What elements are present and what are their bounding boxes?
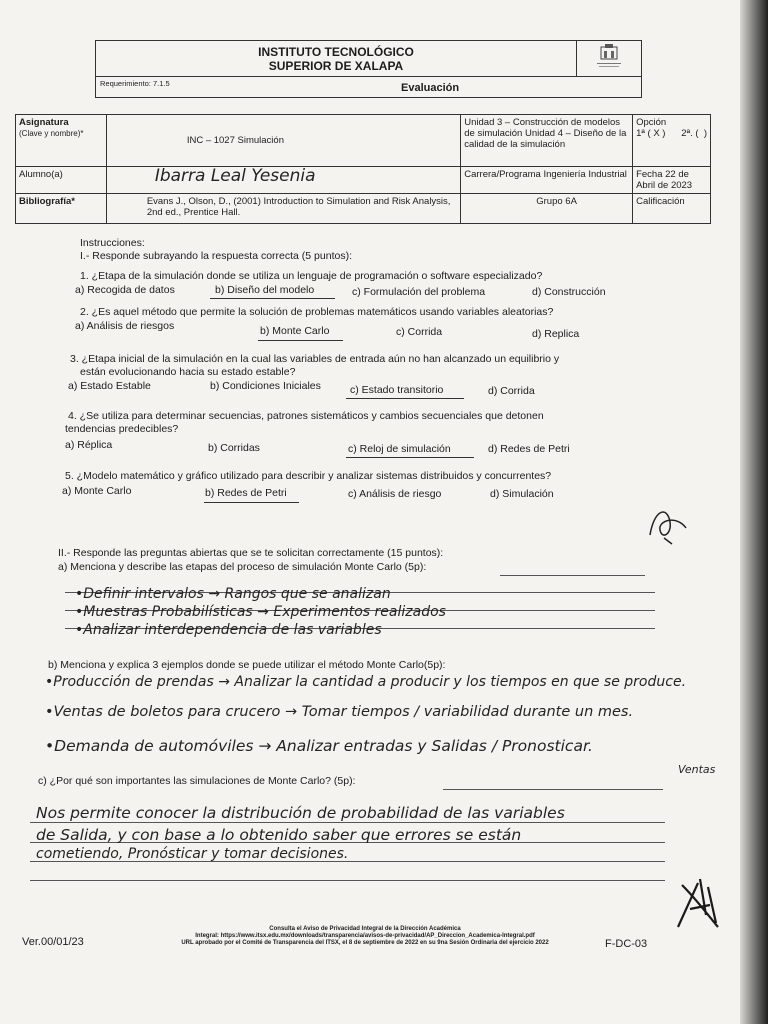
q2-option-a: a) Análisis de riesgos [75, 320, 175, 332]
q5-option-c: c) Análisis de riesgo [348, 488, 442, 500]
group-cell: Grupo 6A [461, 194, 633, 224]
answer-a-line-3: •Analizar interdependencia de las variables [75, 622, 382, 638]
bibliography-label-cell [16, 194, 107, 224]
institution-name [96, 45, 576, 73]
title-text: Evaluación [401, 82, 460, 94]
q3-underline [346, 398, 464, 399]
bibliography-label: Bibliografía* [19, 196, 75, 207]
question-4-line-1: 4. ¿Se utiliza para determinar secuencias, patrones sistemáticos y cambios secuenciales que detonen [68, 410, 544, 422]
question-2: 2. ¿Es aquel método que permite la solución de problemas matemáticos usando variables aleatorias? [80, 306, 554, 318]
question-1: 1. ¿Etapa de la simulación donde se utiliza un lenguaje de programación o software especializado? [80, 270, 543, 282]
answer-a-line-2: •Muestras Probabilísticas → Experimentos realizados [75, 604, 446, 620]
q2-underline [258, 340, 343, 341]
answer-line [30, 822, 665, 823]
student-label: Alumno(a) [16, 167, 107, 194]
answer-b-line-1: •Producción de prendas → Analizar la cantidad a producir y los tiempos en que se produce. [45, 674, 687, 690]
q4-option-c: c) Reloj de simulación [348, 443, 451, 455]
q4-option-b: b) Corridas [208, 442, 260, 454]
q1-option-d: d) Construcción [532, 286, 606, 298]
open-question-a: a) Menciona y describe las etapas del proceso de simulación Monte Carlo (5p): [58, 561, 427, 573]
answer-b-line-2: •Ventas de boletos para crucero → Tomar tiempos / variabilidad durante un mes. [45, 704, 634, 720]
q1-option-a: a) Recogida de datos [75, 284, 175, 296]
page-edge-shadow [740, 0, 768, 1024]
footer-line-1: Consulta el Aviso de Privacidad Integral de la Dirección Académica [269, 926, 461, 932]
answer-line [30, 880, 665, 881]
footer-privacy-link[interactable]: Integral: https://www.itsx.edu.mx/downloads/transparencia/avisos-de-privacidad/AP_Direccion_Academica-Integral.pdf [195, 933, 535, 939]
option-cell [633, 115, 711, 167]
open-question-b: b) Menciona y explica 3 ejemplos donde se puede utilizar el método Monte Carlo(5p): [48, 659, 446, 671]
instructions-title: Instrucciones: [80, 237, 145, 249]
option-label: Opción [636, 117, 667, 128]
institution-line-2: SUPERIOR DE XALAPA [268, 59, 404, 73]
answer-line [500, 575, 645, 576]
subject-sublabel: (Clave y nombre)* [19, 129, 84, 138]
q4-option-d: d) Redes de Petri [488, 443, 570, 455]
student-signature [670, 875, 730, 935]
answer-b-line-3: •Demanda de automóviles → Analizar entradas y Salidas / Pronosticar. [45, 737, 593, 755]
question-4-line-2: tendencias predecibles? [65, 423, 179, 435]
student-name-cell [106, 167, 460, 194]
q4-option-a: a) Réplica [65, 439, 113, 451]
grade-cell: Calificación [633, 194, 711, 224]
answer-c-line-3: cometiendo, Pronósticar y tomar decisiones. [36, 846, 349, 862]
answer-line [443, 789, 663, 790]
q3-option-b: b) Condiciones Iniciales [210, 380, 321, 392]
open-question-c: c) ¿Por qué son importantes las simulaciones de Monte Carlo? (5p): [38, 775, 356, 787]
subject-label-cell [16, 115, 107, 167]
institution-logo [576, 41, 641, 76]
question-3-line-2: están evolucionando hacia su estado estable? [80, 366, 296, 378]
answer-c-line-1: Nos permite conocer la distribución de probabilidad de las variables [36, 804, 565, 822]
q5-option-b: b) Redes de Petri [205, 487, 287, 499]
answer-a-line-1: •Definir intervalos → Rangos que se analizan [75, 586, 391, 602]
document-header [95, 40, 642, 98]
version-label: Ver.00/01/23 [22, 936, 84, 948]
subject-value: INC – 1027 Simulación [106, 115, 460, 167]
answer-b-extra: Ventas [678, 763, 716, 776]
q2-option-c: c) Corrida [396, 326, 443, 338]
q4-underline [346, 457, 474, 458]
document-title [356, 76, 641, 96]
question-3-line-1: 3. ¿Etapa inicial de la simulación en la cual las variables de entrada aún no han alcanzado un equilibrio y [70, 353, 560, 365]
q3-option-d: d) Corrida [488, 385, 535, 397]
institution-line-1: INSTITUTO TECNOLÓGICO [258, 45, 414, 59]
document-code: F-DC-03 [605, 938, 648, 950]
career-cell: Carrera/Programa Ingeniería Industrial [461, 167, 633, 194]
q5-option-a: a) Monte Carlo [62, 485, 132, 497]
footer-line-3: URL aprobado por el Comité de Transparencia del ITSX, el 8 de septiembre de 2022 en su 9na Sesión Ordinaria del ejercicio 2022 [181, 940, 549, 946]
student-name: Ibarra Leal Yesenia [154, 166, 316, 186]
q5-option-d: d) Simulación [490, 488, 554, 500]
exam-info-table [15, 114, 711, 224]
requirement-code: Requerimiento: 7.1.5 [96, 76, 356, 96]
q3-option-a: a) Estado Estable [68, 380, 151, 392]
footer-privacy-notice [130, 926, 600, 947]
q1-option-c: c) Formulación del problema [352, 286, 486, 298]
q2-option-d: d) Replica [532, 328, 580, 340]
question-5: 5. ¿Modelo matemático y gráfico utilizado para describir y analizar sistemas distribuidos y concurrentes? [65, 470, 552, 482]
option-values: 1ª ( X ) 2ª. ( ) [636, 128, 707, 139]
q5-underline [204, 502, 299, 503]
units-cell: Unidad 3 – Construcción de modelos de simulación Unidad 4 – Diseño de la calidad de la simulación [461, 115, 633, 167]
q2-option-b: b) Monte Carlo [260, 325, 330, 337]
date-cell: Fecha 22 de Abril de 2023 [633, 167, 711, 194]
grader-signature [642, 500, 692, 550]
bibliography-value: Evans J., Olson, D., (2001) Introduction to Simulation and Risk Analysis, 2nd ed., Prentice Hall. [106, 194, 460, 224]
q1-option-b: b) Diseño del modelo [215, 284, 315, 296]
part2-instructions: II.- Responde las preguntas abiertas que se te solicitan correctamente (15 puntos): [58, 547, 444, 559]
subject-label: Asignatura [19, 117, 69, 128]
q1-underline [210, 298, 335, 299]
part1-instructions: I.- Responde subrayando la respuesta correcta (5 puntos): [80, 250, 352, 262]
answer-c-line-2: de Salida, y con base a lo obtenido saber que errores se están [36, 826, 522, 844]
q3-option-c: c) Estado transitorio [350, 384, 444, 396]
